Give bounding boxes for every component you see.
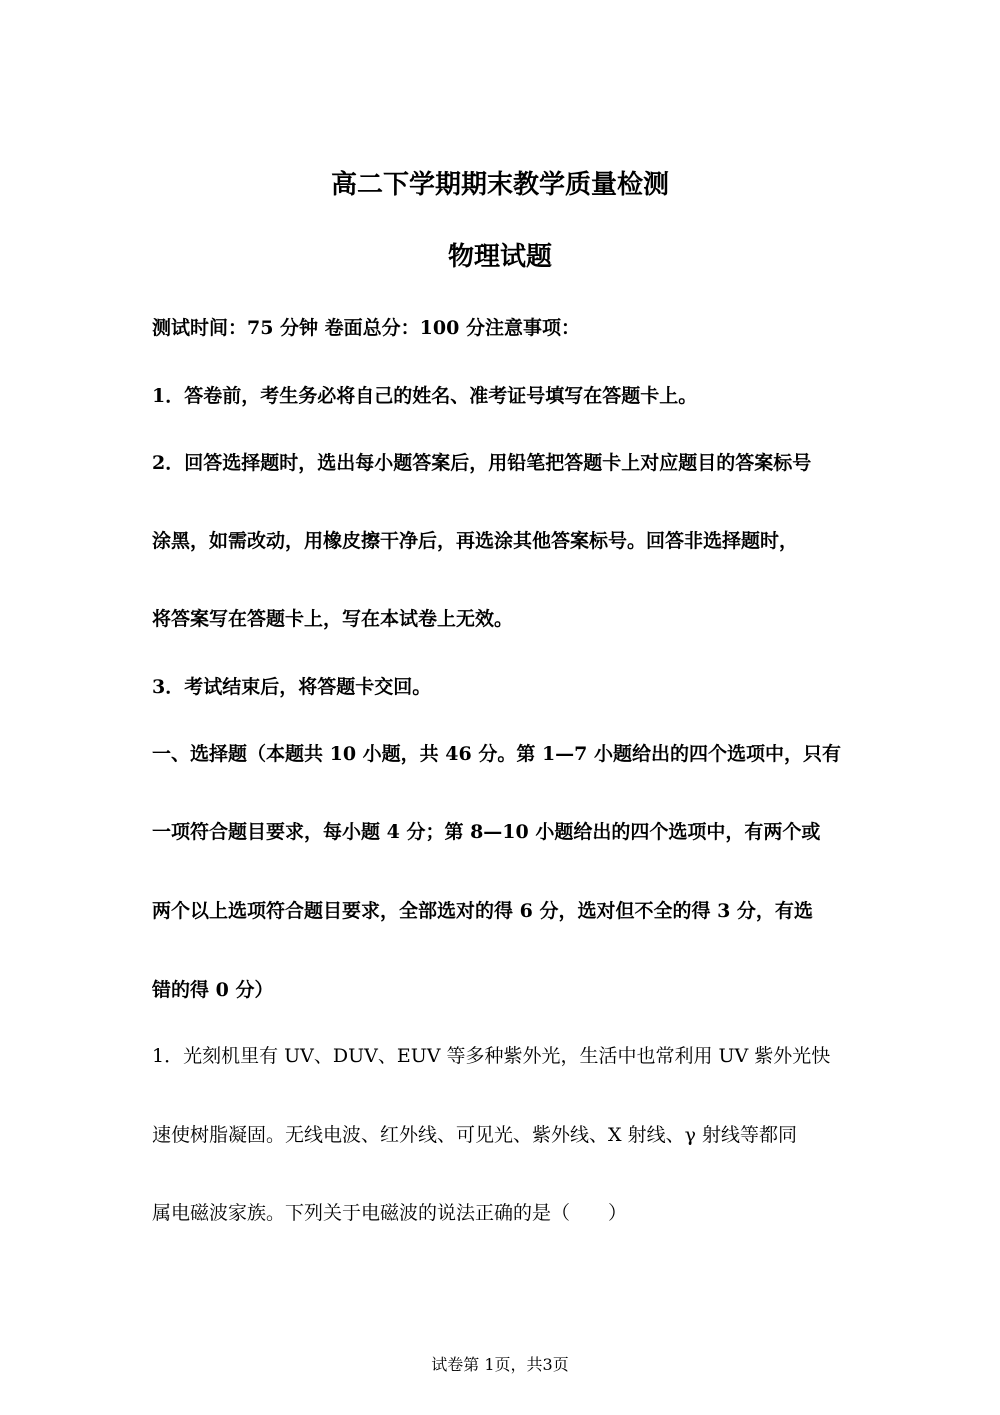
question-1-line-2: 速使树脂凝固。无线电波、红外线、可见光、紫外线、X 射线、γ 射线等都同 [152, 1124, 797, 1146]
section-heading-line-1: 一、选择题（本题共 10 小题，共 46 分。第 1—7 小题给出的四个选项中，只有 [152, 743, 842, 765]
note-item-2-line-1: 2．回答选择题时，选出每小题答案后，用铅笔把答题卡上对应题目的答案标号 [152, 452, 812, 474]
note-item-1: 1．答卷前，考生务必将自己的姓名、准考证号填写在答题卡上。 [152, 385, 698, 407]
note-item-2-line-2: 涂黑，如需改动，用橡皮擦干净后，再选涂其他答案标号。回答非选择题时， [152, 530, 799, 552]
note-item-3: 3．考试结束后，将答题卡交回。 [152, 676, 432, 698]
section-heading-line-4: 错的得 0 分） [152, 979, 274, 1001]
question-1-line-3: 属电磁波家族。下列关于电磁波的说法正确的是（ ） [152, 1202, 628, 1224]
question-1-line-1: 1．光刻机里有 UV、DUV、EUV 等多种紫外光，生活中也常利用 UV 紫外光快 [152, 1045, 831, 1067]
note-item-2-line-3: 将答案写在答题卡上，写在本试卷上无效。 [152, 608, 514, 630]
exam-info: 测试时间：75 分钟 卷面总分：100 分注意事项： [152, 317, 580, 339]
page-footer: 试卷第 1页，共3页 [431, 1355, 569, 1374]
document-title: 高二下学期期末教学质量检测 [330, 170, 669, 200]
document-subtitle: 物理试题 [447, 242, 552, 272]
section-heading-line-2: 一项符合题目要求，每小题 4 分；第 8—10 小题给出的四个选项中，有两个或 [152, 821, 821, 843]
section-heading-line-3: 两个以上选项符合题目要求，全部选对的得 6 分，选对但不全的得 3 分，有选 [152, 900, 813, 922]
